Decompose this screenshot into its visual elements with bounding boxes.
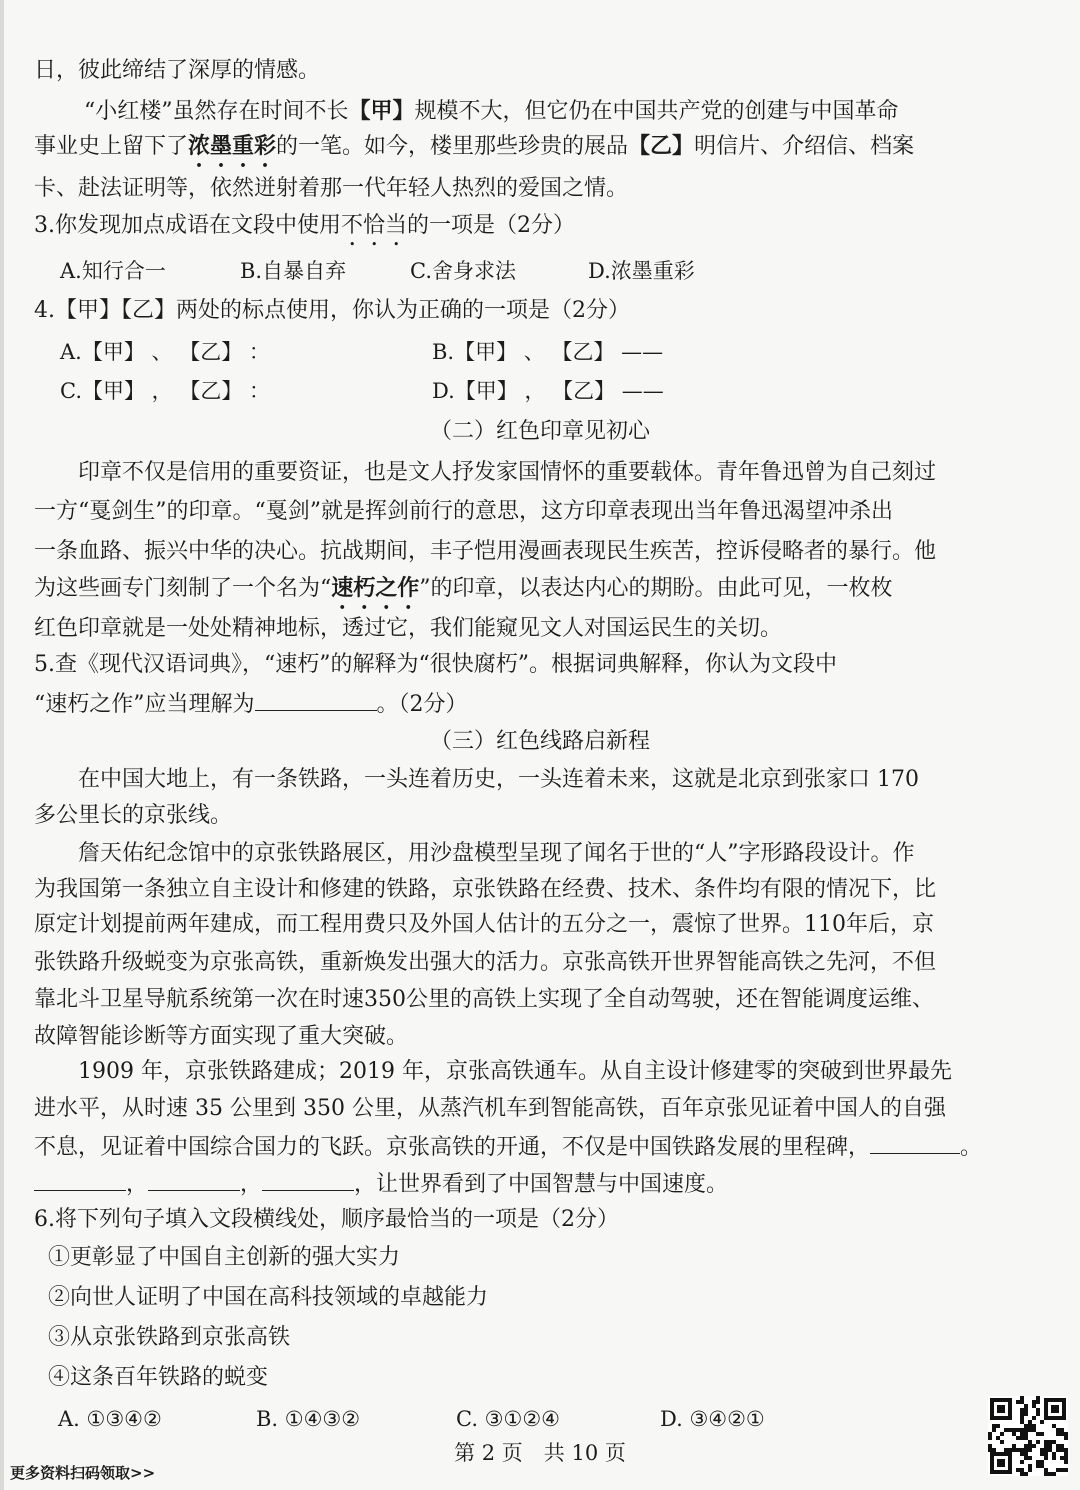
dotted-idiom: 浓墨重彩 (188, 133, 277, 159)
fill-blank-2[interactable] (34, 1168, 126, 1191)
q3-option-c[interactable]: C.舍身求法 (410, 259, 516, 283)
q6-option-d[interactable]: D. ③④②① (660, 1407, 765, 1431)
passage-line: “小红楼”虽然存在时间不长【甲】规模不大，但它仍在中国共产党的创建与中国革命 (84, 98, 899, 124)
question-3-stem: 3.你发现加点成语在文段中使用不恰当的一项是（2分） (34, 213, 576, 238)
q6-sentence-2: ②向世人证明了中国在高科技领域的卓越能力 (48, 1285, 489, 1310)
passage-line: 事业史上留下了浓墨重彩的一笔。如今，楼里那些珍贵的展品【乙】明信片、介绍信、档案 (34, 133, 915, 159)
passage-line: 詹天佑纪念馆中的京张铁路展区，用沙盘模型呈现了闻名于世的“人”字形路段设计。作 (78, 841, 915, 866)
section-2-title: （二）红色印章见初心 (429, 419, 650, 444)
q6-sentence-4: ④这条百年铁路的蜕变 (48, 1365, 269, 1390)
q4-option-a[interactable]: A.【甲】 、 【乙】 ： (60, 340, 270, 364)
passage-line: 一条血路、振兴中华的决心。抗战期间，丰子恺用漫画表现民生疾苦，控诉侵略者的暴行。他 (34, 539, 937, 564)
passage-line: 卡、赴法证明等，依然迸射着那一代年轻人热烈的爱国之情。 (34, 176, 629, 201)
passage-line: 1909 年，京张铁路建成；2019 年，京张高铁通车。从自主设计修建零的突破到世界最先 (78, 1059, 952, 1084)
passage-line: 在中国大地上，有一条铁路，一头连着历史，一头连着未来，这就是北京到张家口 170 (78, 767, 919, 792)
question-6-stem: 6.将下列句子填入文段横线处，顺序最恰当的一项是（2分） (34, 1207, 619, 1232)
q3-option-d[interactable]: D.浓墨重彩 (588, 259, 695, 283)
q6-sentence-3: ③从京张铁路到京张高铁 (48, 1325, 291, 1350)
fill-blank-3[interactable] (148, 1168, 240, 1191)
passage-line: ， ， ，让世界看到了中国智慧与中国速度。 (34, 1168, 1044, 1200)
passage-line: 多公里长的京张线。 (34, 803, 233, 828)
passage-line: 故障智能诊断等方面实现了重大突破。 (34, 1024, 409, 1049)
q4-option-d[interactable]: D.【甲】 ， 【乙】 —— (432, 379, 664, 403)
passage-line: 不息，见证着中国综合国力的飞跃。京张高铁的开通，不仅是中国铁路发展的里程碑， 。 (34, 1131, 1044, 1163)
more-resources-link[interactable]: 更多资料扫码领取>> (10, 1464, 156, 1482)
question-4-stem: 4.【甲】【乙】两处的标点使用，你认为正确的一项是（2分） (34, 298, 630, 323)
passage-line: 靠北斗卫星导航系统第一次在时速350公里的高铁上实现了全自动驾驶，还在智能调度运维、 (34, 987, 934, 1012)
passage-line: 为这些画专门刻制了一个名为“速朽之作”的印章，以表达内心的期盼。由此可见，一枚枚 (34, 575, 893, 601)
passage-line: 日，彼此缔结了深厚的情感。 (34, 58, 321, 83)
q4-option-b[interactable]: B.【甲】 、 【乙】 —— (432, 340, 664, 364)
passage-line: 原定计划提前两年建成，而工程用费只及外国人估计的五分之一，震惊了世界。110年后，京 (34, 912, 934, 937)
answer-blank[interactable] (255, 688, 377, 711)
section-3-title: （三）红色线路启新程 (429, 729, 650, 754)
q3-option-a[interactable]: A.知行合一 (60, 259, 166, 283)
q6-option-b[interactable]: B. ①④③② (256, 1407, 361, 1431)
page-number: 第 2 页 共 10 页 (454, 1441, 626, 1465)
passage-line: 一方“戛剑生”的印章。“戛剑”就是挥剑前行的意思，这方印章表现出当年鲁迅渴望冲杀出 (34, 499, 893, 524)
q6-sentence-1: ①更彰显了中国自主创新的强大实力 (48, 1245, 401, 1270)
dotted-phrase: 速朽之作 (331, 575, 420, 601)
q3-option-b[interactable]: B.自暴自弃 (240, 259, 347, 283)
passage-line: 进水平，从时速 35 公里到 350 公里，从蒸汽机车到智能高铁，百年京张见证着中国人的自强 (34, 1096, 946, 1121)
question-5-answer-line: “速朽之作”应当理解为 。（2分） (34, 688, 1044, 720)
passage-line: 张铁路升级蜕变为京张高铁，重新焕发出强大的活力。京张高铁开世界智能高铁之先河，不但 (34, 950, 937, 975)
fill-blank-1[interactable] (870, 1131, 960, 1154)
passage-line: 印章不仅是信用的重要资证，也是文人抒发家国情怀的重要载体。青年鲁迅曾为自己刻过 (78, 460, 937, 485)
marker-jia: 【甲】 (348, 98, 415, 124)
fill-blank-4[interactable] (262, 1168, 354, 1191)
q4-option-c[interactable]: C.【甲】 ， 【乙】 ： (60, 379, 271, 403)
q6-option-c[interactable]: C. ③①②④ (456, 1407, 560, 1431)
passage-line: 为我国第一条独立自主设计和修建的铁路，京张铁路在经费、技术、条件均有限的情况下，比 (34, 877, 937, 902)
q6-option-a[interactable]: A. ①③④② (58, 1407, 162, 1431)
question-5-stem: 5.查《现代汉语词典》，“速朽”的解释为“很快腐朽”。根据词典解释，你认为文段中 (34, 652, 837, 677)
passage-line: 红色印章就是一处处精神地标，透过它，我们能窥见文人对国运民生的关切。 (34, 616, 783, 641)
emphasis-not-appropriate: 不恰当 (341, 213, 408, 238)
marker-yi: 【乙】 (628, 133, 695, 159)
